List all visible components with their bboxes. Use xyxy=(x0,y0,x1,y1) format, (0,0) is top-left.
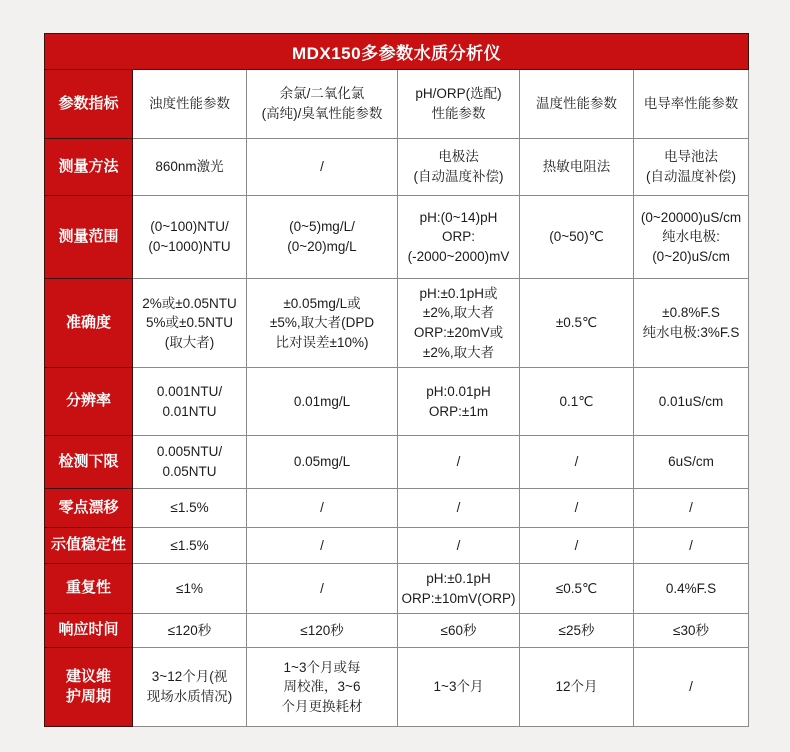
spec-cell: 12个月 xyxy=(520,648,634,727)
spec-cell: pH/ORP(选配) 性能参数 xyxy=(398,70,520,139)
spec-cell: / xyxy=(398,436,520,489)
spec-cell: 0.005NTU/ 0.05NTU xyxy=(133,436,247,489)
spec-cell: ≤30秒 xyxy=(634,614,749,648)
spec-cell: (0~100)NTU/ (0~1000)NTU xyxy=(133,196,247,279)
row-label: 准确度 xyxy=(45,279,133,368)
spec-row xyxy=(45,528,749,564)
spec-cell: 0.05mg/L xyxy=(247,436,398,489)
spec-row xyxy=(45,196,749,279)
spec-cell: 3~12个月(视 现场水质情况) xyxy=(133,648,247,727)
spec-cell: ≤1% xyxy=(133,564,247,614)
spec-cell: 2%或±0.05NTU 5%或±0.5NTU (取大者) xyxy=(133,279,247,368)
spec-cell: 860nm激光 xyxy=(133,139,247,196)
spec-cell: ≤25秒 xyxy=(520,614,634,648)
row-label: 分辨率 xyxy=(45,368,133,436)
spec-cell: 0.01mg/L xyxy=(247,368,398,436)
spec-cell: 1~3个月或每 周校准，3~6 个月更换耗材 xyxy=(247,648,398,727)
spec-cell: / xyxy=(520,489,634,528)
row-label: 参数指标 xyxy=(45,70,133,139)
spec-row xyxy=(45,279,749,368)
spec-cell: 温度性能参数 xyxy=(520,70,634,139)
title-row xyxy=(45,34,749,70)
spec-row xyxy=(45,648,749,727)
spec-cell: / xyxy=(634,648,749,727)
spec-cell: / xyxy=(247,139,398,196)
spec-row xyxy=(45,489,749,528)
spec-cell: ≤120秒 xyxy=(247,614,398,648)
spec-cell: 电导率性能参数 xyxy=(634,70,749,139)
spec-row xyxy=(45,368,749,436)
spec-cell: pH:0.01pH ORP:±1m xyxy=(398,368,520,436)
row-label: 响应时间 xyxy=(45,614,133,648)
table-title: MDX150多参数水质分析仪 xyxy=(45,34,749,70)
spec-cell: pH:(0~14)pH ORP: (-2000~2000)mV xyxy=(398,196,520,279)
row-label: 测量方法 xyxy=(45,139,133,196)
spec-table-body xyxy=(45,70,749,727)
spec-cell: ≤1.5% xyxy=(133,528,247,564)
row-label: 检测下限 xyxy=(45,436,133,489)
spec-cell: pH:±0.1pH或 ±2%,取大者 ORP:±20mV或 ±2%,取大者 xyxy=(398,279,520,368)
row-label: 建议维 护周期 xyxy=(45,648,133,727)
spec-cell: ≤0.5℃ xyxy=(520,564,634,614)
spec-cell: (0~5)mg/L/ (0~20)mg/L xyxy=(247,196,398,279)
spec-cell: 电导池法 (自动温度补偿) xyxy=(634,139,749,196)
spec-cell: 余氯/二氧化氯 (高纯)/臭氧性能参数 xyxy=(247,70,398,139)
spec-cell: 热敏电阻法 xyxy=(520,139,634,196)
spec-cell: / xyxy=(247,528,398,564)
spec-cell: / xyxy=(634,489,749,528)
spec-cell: 0.4%F.S xyxy=(634,564,749,614)
spec-cell: pH:±0.1pH ORP:±10mV(ORP) xyxy=(398,564,520,614)
spec-cell: 6uS/cm xyxy=(634,436,749,489)
spec-cell: 浊度性能参数 xyxy=(133,70,247,139)
spec-cell: 0.1℃ xyxy=(520,368,634,436)
spec-cell: (0~50)℃ xyxy=(520,196,634,279)
spec-cell: / xyxy=(634,528,749,564)
spec-cell: ≤60秒 xyxy=(398,614,520,648)
spec-table xyxy=(44,33,749,727)
spec-cell: ±0.05mg/L或 ±5%,取大者(DPD 比对误差±10%) xyxy=(247,279,398,368)
spec-cell: 0.001NTU/ 0.01NTU xyxy=(133,368,247,436)
spec-cell: / xyxy=(520,436,634,489)
spec-cell: 0.01uS/cm xyxy=(634,368,749,436)
spec-row xyxy=(45,614,749,648)
spec-cell: / xyxy=(247,564,398,614)
spec-row xyxy=(45,564,749,614)
row-label: 测量范围 xyxy=(45,196,133,279)
spec-row xyxy=(45,139,749,196)
spec-cell: (0~20000)uS/cm 纯水电极: (0~20)uS/cm xyxy=(634,196,749,279)
spec-cell: ≤120秒 xyxy=(133,614,247,648)
spec-cell: / xyxy=(520,528,634,564)
spec-cell: ≤1.5% xyxy=(133,489,247,528)
spec-row xyxy=(45,70,749,139)
spec-cell: / xyxy=(398,528,520,564)
spec-cell: 电极法 (自动温度补偿) xyxy=(398,139,520,196)
spec-cell: ±0.5℃ xyxy=(520,279,634,368)
spec-cell: 1~3个月 xyxy=(398,648,520,727)
spec-cell: / xyxy=(398,489,520,528)
spec-cell: ±0.8%F.S 纯水电极:3%F.S xyxy=(634,279,749,368)
row-label: 重复性 xyxy=(45,564,133,614)
spec-row xyxy=(45,436,749,489)
row-label: 零点漂移 xyxy=(45,489,133,528)
row-label: 示值稳定性 xyxy=(45,528,133,564)
spec-cell: / xyxy=(247,489,398,528)
